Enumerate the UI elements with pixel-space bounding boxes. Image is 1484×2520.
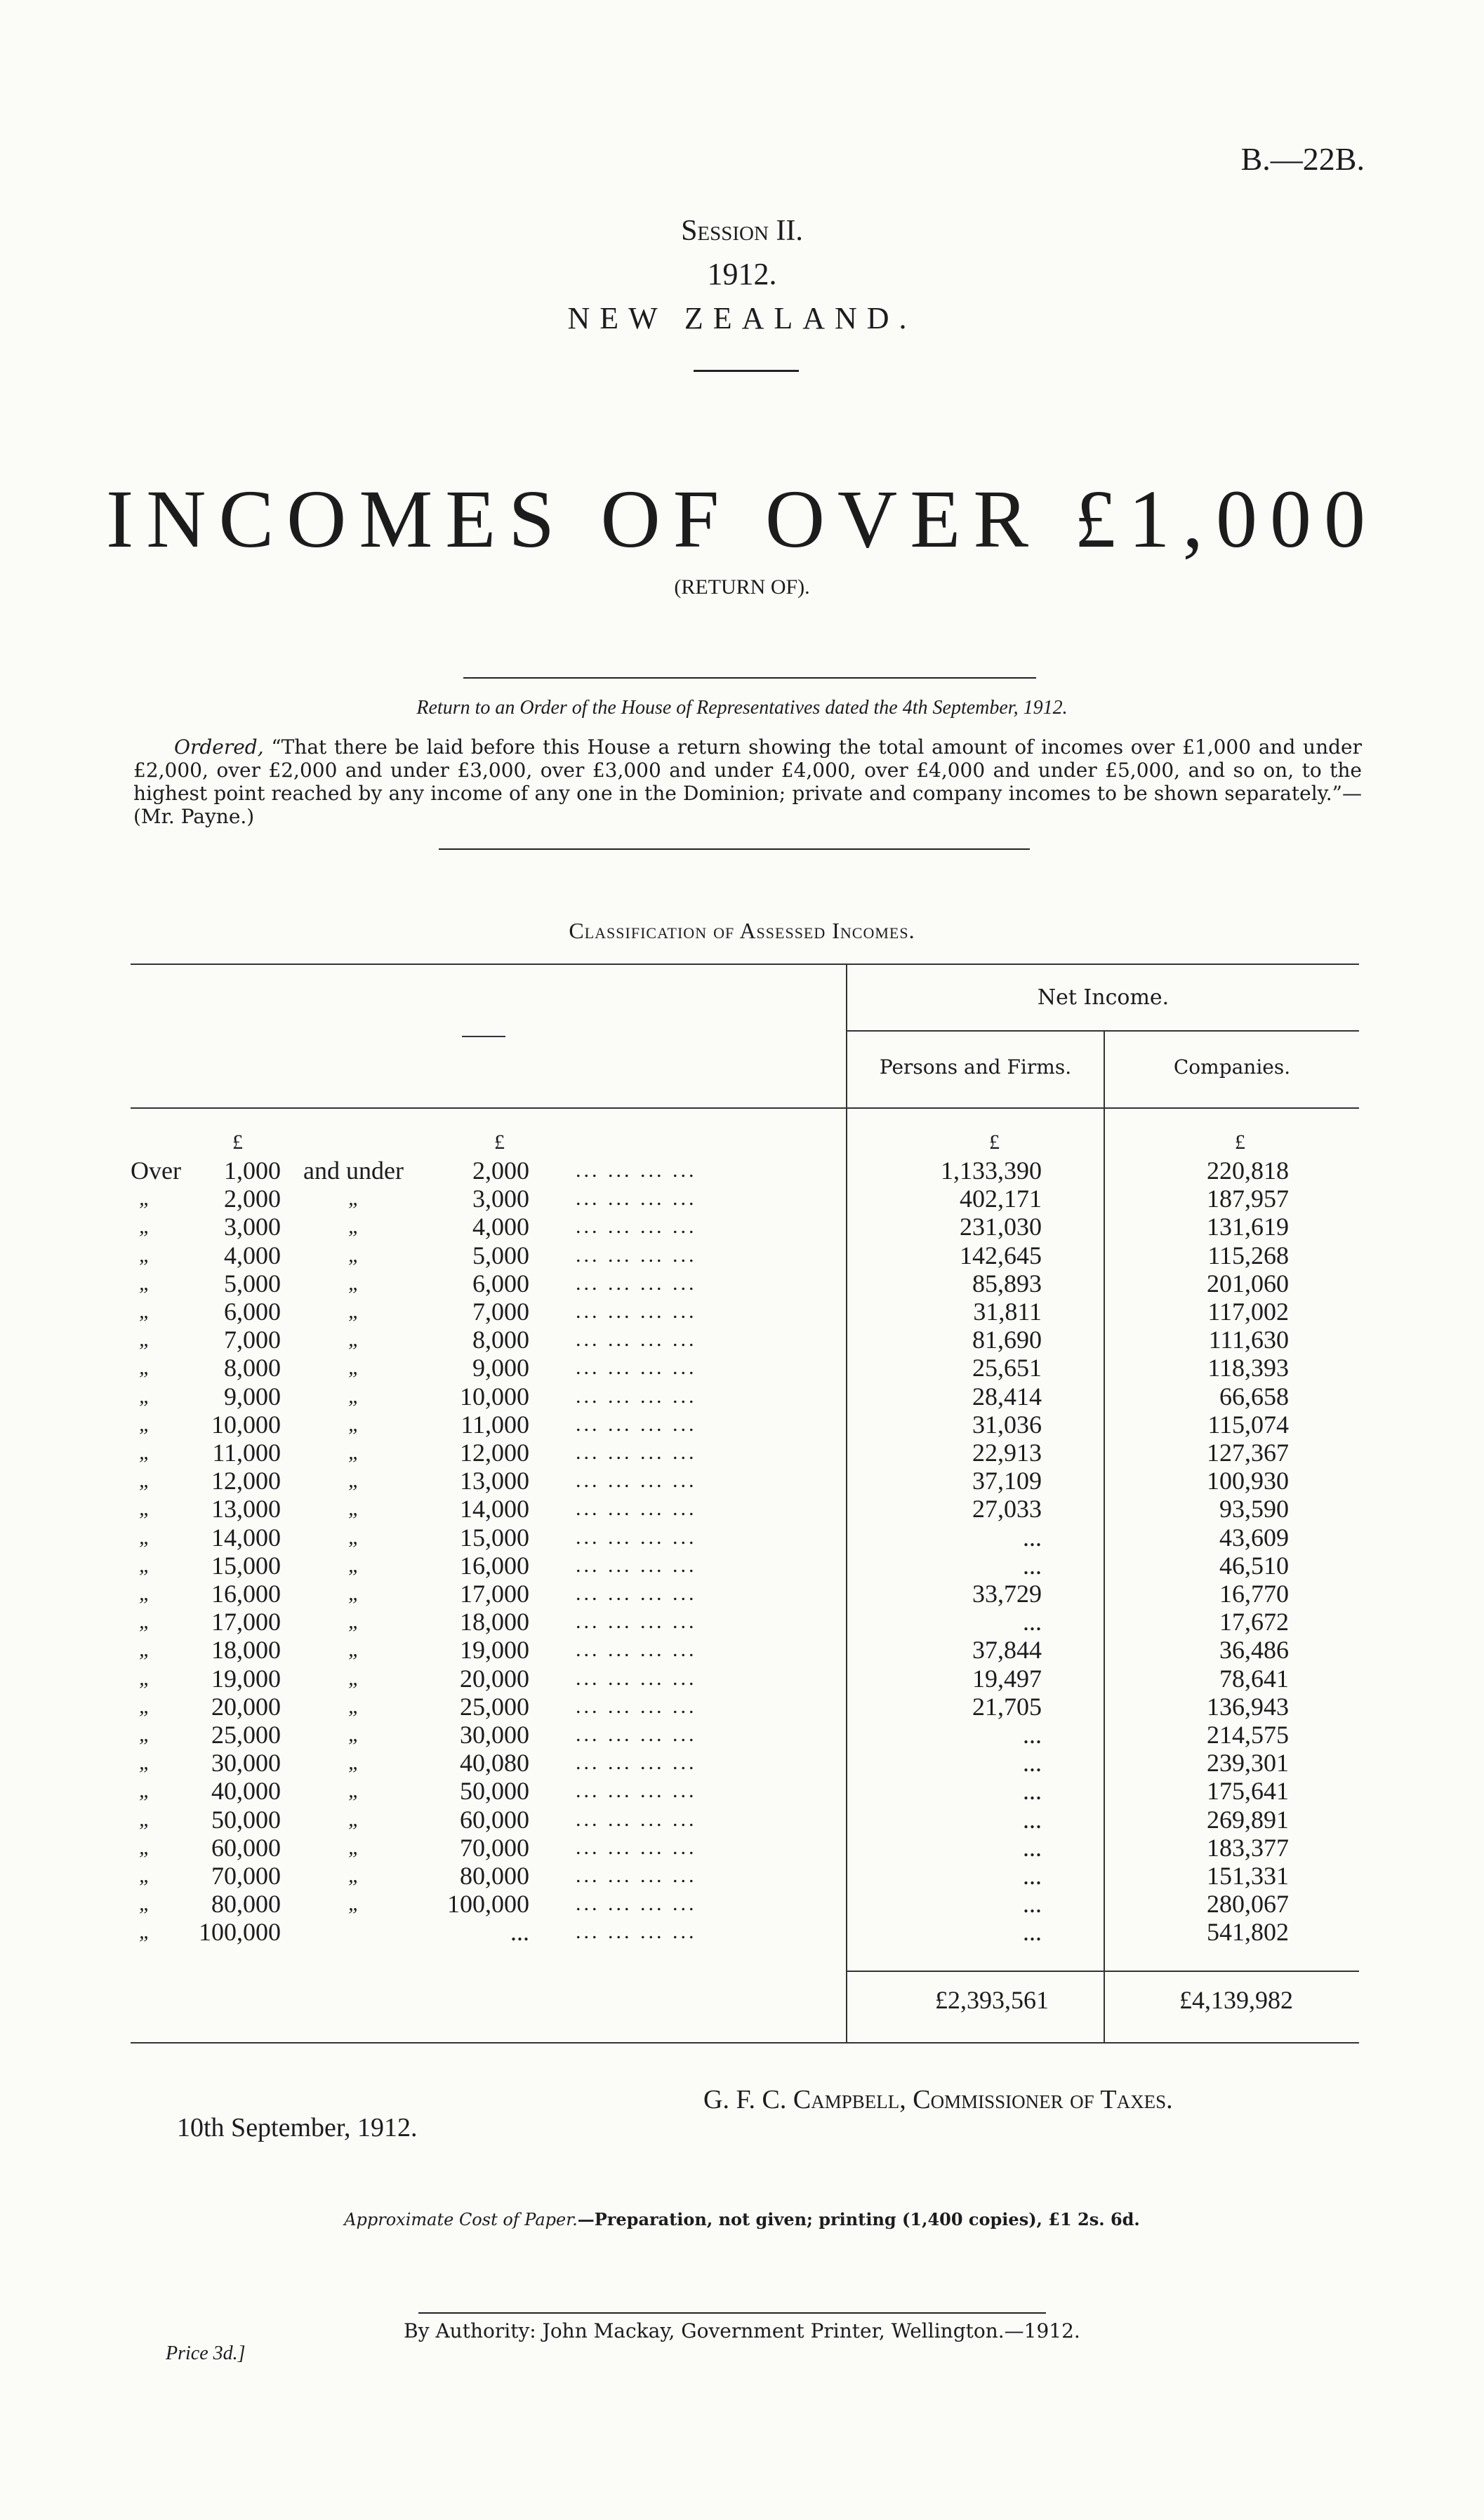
- table-row: [0, 1580, 1484, 1608]
- ditto-mark: „: [348, 1666, 360, 1690]
- range-from: 13,000: [211, 1495, 281, 1524]
- table-row: [0, 1439, 1484, 1467]
- leader-dots: ... ... ... ...: [576, 1920, 697, 1944]
- ditto-mark: „: [139, 1610, 151, 1634]
- unit-symbol: £: [232, 1131, 243, 1154]
- range-from: 60,000: [211, 1833, 281, 1862]
- ditto-mark: „: [139, 1356, 151, 1380]
- divider: [439, 848, 1030, 850]
- ditto-mark: „: [139, 1328, 151, 1352]
- range-to: 30,000: [460, 1721, 529, 1749]
- table-row: [0, 1890, 1484, 1918]
- table-title: Classification of Assessed Incomes.: [569, 918, 915, 943]
- page-subtitle: (RETURN OF).: [674, 575, 810, 599]
- leader-dots: ... ... ... ...: [576, 1328, 697, 1352]
- leader-dots: ... ... ... ...: [576, 1723, 697, 1746]
- ditto-mark: „: [139, 1215, 151, 1239]
- totals-row: [0, 1986, 1484, 2014]
- leader-dots: ... ... ... ...: [576, 1215, 697, 1239]
- leader-dots: ... ... ... ...: [576, 1356, 697, 1380]
- table-row: [0, 1749, 1484, 1777]
- persons-firms-value: 31,036: [972, 1410, 1042, 1439]
- table-row: [0, 1721, 1484, 1749]
- persons-firms-value: ...: [1023, 1551, 1042, 1580]
- range-from: 15,000: [211, 1551, 281, 1580]
- date: 10th September, 1912.: [177, 2113, 418, 2142]
- persons-firms-value: 19,497: [972, 1664, 1042, 1693]
- companies-header: Companies.: [1173, 1055, 1291, 1079]
- ditto-mark: „: [139, 1497, 151, 1521]
- range-to: 50,000: [460, 1777, 529, 1806]
- persons-firms-value: 231,030: [960, 1213, 1042, 1241]
- range-from: 9,000: [224, 1382, 281, 1411]
- table-row: [0, 1834, 1484, 1862]
- ditto-mark: „: [139, 1271, 151, 1295]
- range-to: 6,000: [472, 1269, 529, 1298]
- ditto-mark: „: [348, 1582, 360, 1605]
- ditto-mark: „: [348, 1553, 360, 1577]
- signature-text: G. F. C. Campbell, Commissioner of Taxes.: [703, 2085, 1173, 2114]
- leader-dots: ... ... ... ...: [576, 1243, 697, 1267]
- ditto-mark: „: [139, 1525, 151, 1549]
- ditto-mark: „: [139, 1666, 151, 1690]
- persons-firms-value: 81,690: [972, 1326, 1042, 1354]
- companies-value: 175,641: [1207, 1777, 1289, 1806]
- range-to: 80,000: [460, 1862, 529, 1890]
- ditto-mark: „: [139, 1243, 151, 1267]
- country-label: NEW ZEALAND.: [567, 301, 917, 335]
- table-row: [0, 1495, 1484, 1523]
- ditto-mark: „: [348, 1215, 360, 1239]
- stub-header-dash: [462, 1036, 505, 1037]
- table-row: [0, 1918, 1484, 1946]
- range-to: 14,000: [460, 1495, 529, 1524]
- ditto-mark: „: [139, 1384, 151, 1408]
- range-to: 20,000: [460, 1664, 529, 1693]
- leader-dots: ... ... ... ...: [576, 1835, 697, 1859]
- signature: [703, 2084, 1173, 2115]
- persons-firms-value: 37,109: [972, 1467, 1042, 1495]
- range-from: 20,000: [211, 1692, 281, 1721]
- leader-dots: ... ... ... ...: [576, 1610, 697, 1634]
- ditto-mark: „: [348, 1864, 360, 1887]
- range-from: 19,000: [211, 1664, 281, 1693]
- table-row: [0, 1298, 1484, 1326]
- range-from: 17,000: [211, 1608, 281, 1636]
- ditto-mark: „: [139, 1412, 151, 1436]
- range-from: 25,000: [211, 1721, 281, 1749]
- companies-value: 93,590: [1219, 1495, 1289, 1524]
- persons-firms-header: Persons and Firms.: [879, 1055, 1072, 1079]
- persons-firms-value: 37,844: [972, 1636, 1042, 1665]
- range-to: 12,000: [460, 1439, 529, 1467]
- range-to: 16,000: [460, 1551, 529, 1580]
- leader-dots: ... ... ... ...: [576, 1582, 697, 1605]
- companies-value: 111,630: [1208, 1326, 1289, 1354]
- range-to: 25,000: [460, 1692, 529, 1721]
- persons-firms-value: ...: [1023, 1721, 1042, 1749]
- table-row: [0, 1411, 1484, 1439]
- range-from: 50,000: [211, 1805, 281, 1834]
- unit-row: [0, 1128, 1484, 1156]
- ditto-mark: „: [348, 1328, 360, 1352]
- companies-value: 131,619: [1207, 1213, 1289, 1241]
- ditto-mark: „: [348, 1271, 360, 1295]
- ditto-mark: „: [348, 1469, 360, 1493]
- persons-firms-value: 27,033: [972, 1495, 1042, 1524]
- divider: [463, 677, 1036, 679]
- ditto-mark: „: [348, 1723, 360, 1746]
- year-label: 1912.: [707, 257, 777, 291]
- ditto-mark: „: [348, 1807, 360, 1831]
- ditto-mark: „: [348, 1751, 360, 1775]
- range-to: 40,080: [460, 1749, 529, 1778]
- ditto-mark: „: [348, 1300, 360, 1323]
- leader-dots: ... ... ... ...: [576, 1666, 697, 1690]
- leader-dots: ... ... ... ...: [576, 1469, 697, 1493]
- companies-value: 541,802: [1207, 1918, 1289, 1947]
- companies-value: 100,930: [1207, 1467, 1289, 1495]
- ditto-mark: „: [348, 1497, 360, 1521]
- companies-value: 187,957: [1207, 1185, 1289, 1213]
- persons-firms-value: 85,893: [972, 1269, 1042, 1298]
- persons-firms-value: 1,133,390: [941, 1156, 1042, 1185]
- ditto-mark: „: [139, 1723, 151, 1746]
- range-from: 7,000: [224, 1326, 281, 1354]
- range-to: 5,000: [472, 1241, 529, 1269]
- range-from: 16,000: [211, 1580, 281, 1608]
- ditto-mark: „: [139, 1694, 151, 1718]
- ditto-mark: „: [139, 1751, 151, 1775]
- ditto-mark: „: [139, 1779, 151, 1803]
- leader-dots: ... ... ... ...: [576, 1807, 697, 1831]
- and-under-label: and under: [303, 1156, 404, 1185]
- leader-dots: ... ... ... ...: [576, 1384, 697, 1408]
- leader-dots: ... ... ... ...: [576, 1694, 697, 1718]
- persons-firms-value: 22,913: [972, 1439, 1042, 1467]
- leader-dots: ... ... ... ...: [576, 1638, 697, 1662]
- range-to: 8,000: [472, 1326, 529, 1354]
- range-from: 6,000: [224, 1298, 281, 1326]
- range-to: 15,000: [460, 1523, 529, 1552]
- ditto-mark: „: [348, 1187, 360, 1211]
- companies-value: 136,943: [1207, 1692, 1289, 1721]
- cost-note: [0, 2209, 1484, 2229]
- persons-firms-value: 28,414: [972, 1382, 1042, 1411]
- range-from: 12,000: [211, 1467, 281, 1495]
- persons-firms-value: 33,729: [972, 1580, 1042, 1608]
- leader-dots: ... ... ... ...: [576, 1300, 697, 1323]
- leader-dots: ... ... ... ...: [576, 1892, 697, 1916]
- range-to: 10,000: [460, 1382, 529, 1411]
- table-row: [0, 1552, 1484, 1580]
- companies-value: 17,672: [1219, 1608, 1289, 1636]
- companies-value: 66,658: [1219, 1382, 1289, 1411]
- companies-value: 78,641: [1219, 1664, 1289, 1693]
- table-row: [0, 1156, 1484, 1185]
- persons-firms-value: 21,705: [972, 1692, 1042, 1721]
- price: Price 3d.]: [166, 2342, 246, 2364]
- leader-dots: ... ... ... ...: [576, 1864, 697, 1887]
- ditto-mark: „: [139, 1864, 151, 1887]
- ditto-mark: „: [348, 1525, 360, 1549]
- ditto-mark: „: [139, 1892, 151, 1916]
- range-to: 13,000: [460, 1467, 529, 1495]
- paper-reference: B.—22B.: [1240, 141, 1365, 177]
- range-from: 3,000: [224, 1213, 281, 1241]
- table-rule-header: [131, 1107, 1359, 1109]
- leader-dots: ... ... ... ...: [576, 1751, 697, 1775]
- over-label: Over: [131, 1156, 181, 1185]
- range-from: 40,000: [211, 1777, 281, 1806]
- range-from: 80,000: [211, 1890, 281, 1919]
- range-from: 1,000: [224, 1156, 281, 1185]
- ordered-label: Ordered,: [174, 735, 264, 759]
- table-row: [0, 1241, 1484, 1269]
- range-to: 4,000: [472, 1213, 529, 1241]
- ditto-mark: „: [139, 1441, 151, 1464]
- companies-value: 183,377: [1207, 1833, 1289, 1862]
- range-from: 30,000: [211, 1749, 281, 1778]
- companies-value: 36,486: [1219, 1636, 1289, 1665]
- ditto-mark: „: [348, 1835, 360, 1859]
- companies-value: 239,301: [1207, 1749, 1289, 1778]
- range-from: 4,000: [224, 1241, 281, 1269]
- ditto-mark: „: [139, 1187, 151, 1211]
- unit-symbol: £: [989, 1131, 1000, 1154]
- companies-value: 115,268: [1207, 1241, 1289, 1269]
- companies-value: 118,393: [1207, 1354, 1289, 1382]
- range-from: 18,000: [211, 1636, 281, 1665]
- persons-firms-value: ...: [1023, 1749, 1042, 1778]
- divider: [694, 370, 799, 372]
- companies-value: 280,067: [1207, 1890, 1289, 1919]
- persons-firms-value: ...: [1023, 1890, 1042, 1919]
- ditto-mark: „: [348, 1384, 360, 1408]
- companies-value: 16,770: [1219, 1580, 1289, 1608]
- leader-dots: ... ... ... ...: [576, 1553, 697, 1577]
- range-from: 8,000: [224, 1354, 281, 1382]
- persons-firms-value: ...: [1023, 1777, 1042, 1806]
- ditto-mark: „: [139, 1807, 151, 1831]
- range-to: 2,000: [472, 1156, 529, 1185]
- leader-dots: ... ... ... ...: [576, 1412, 697, 1436]
- table-row: [0, 1185, 1484, 1213]
- ditto-mark: „: [139, 1582, 151, 1605]
- range-from: 5,000: [224, 1269, 281, 1298]
- return-note: Return to an Order of the House of Representatives dated the 4th September, 1912.: [416, 697, 1068, 719]
- companies-value: 201,060: [1207, 1269, 1289, 1298]
- ditto-mark: „: [348, 1892, 360, 1916]
- range-from: 14,000: [211, 1523, 281, 1552]
- order-text: [133, 735, 1362, 828]
- range-to: 3,000: [472, 1185, 529, 1213]
- companies-value: 43,609: [1219, 1523, 1289, 1552]
- range-from: 70,000: [211, 1862, 281, 1890]
- range-from: 100,000: [199, 1918, 281, 1947]
- ditto-mark: „: [139, 1300, 151, 1323]
- persons-firms-value: ...: [1023, 1805, 1042, 1834]
- unit-symbol: £: [494, 1131, 505, 1154]
- persons-firms-value: ...: [1023, 1608, 1042, 1636]
- leader-dots: ... ... ... ...: [576, 1159, 697, 1182]
- ditto-mark: „: [139, 1638, 151, 1662]
- ditto-mark: „: [139, 1920, 151, 1944]
- range-to: 70,000: [460, 1833, 529, 1862]
- table-row: [0, 1777, 1484, 1805]
- divider: [418, 2312, 1046, 2314]
- session-label: Session II.: [681, 215, 803, 247]
- table-row: [0, 1693, 1484, 1721]
- table-row: [0, 1862, 1484, 1890]
- leader-dots: ... ... ... ...: [576, 1525, 697, 1549]
- ditto-mark: „: [139, 1469, 151, 1493]
- companies-value: 214,575: [1207, 1721, 1289, 1749]
- cost-label: Approximate Cost of Paper.: [344, 2210, 578, 2229]
- ditto-mark: „: [348, 1694, 360, 1718]
- table-row: [0, 1326, 1484, 1354]
- table-rule-bottom: [131, 2042, 1359, 2044]
- ditto-mark: „: [139, 1835, 151, 1859]
- range-to: 7,000: [472, 1298, 529, 1326]
- persons-firms-value: 142,645: [960, 1241, 1042, 1269]
- persons-firms-value: ...: [1023, 1918, 1042, 1947]
- unit-symbol: £: [1235, 1131, 1245, 1154]
- table-row: [0, 1608, 1484, 1636]
- leader-dots: ... ... ... ...: [576, 1441, 697, 1464]
- table-row: [0, 1806, 1484, 1834]
- range-from: 11,000: [212, 1439, 281, 1467]
- leader-dots: ... ... ... ...: [576, 1497, 697, 1521]
- range-to: ...: [510, 1918, 529, 1947]
- table-row: [0, 1213, 1484, 1241]
- persons-firms-value: ...: [1023, 1833, 1042, 1862]
- range-to: 19,000: [460, 1636, 529, 1665]
- printer-authority: By Authority: John Mackay, Government Printer, Wellington.—1912.: [404, 2319, 1080, 2342]
- ditto-mark: „: [348, 1441, 360, 1464]
- cost-text: —Preparation, not given; printing (1,400 copies), £1 2s. 6d.: [577, 2209, 1140, 2229]
- range-to: 11,000: [461, 1410, 529, 1439]
- table-row: [0, 1636, 1484, 1664]
- range-from: 2,000: [224, 1185, 281, 1213]
- range-to: 17,000: [460, 1580, 529, 1608]
- table-row: [0, 1269, 1484, 1298]
- table-row: [0, 1524, 1484, 1552]
- ditto-mark: „: [139, 1553, 151, 1577]
- ditto-mark: „: [348, 1412, 360, 1436]
- companies-value: 46,510: [1219, 1551, 1289, 1580]
- net-income-header: Net Income.: [1037, 985, 1170, 1010]
- companies-value: 115,074: [1207, 1410, 1289, 1439]
- range-to: 18,000: [460, 1608, 529, 1636]
- persons-firms-value: 402,171: [960, 1185, 1042, 1213]
- table-rule-top: [131, 964, 1359, 965]
- ditto-mark: „: [348, 1779, 360, 1803]
- total-persons: £2,393,561: [935, 1986, 1049, 2014]
- range-to: 100,000: [447, 1890, 529, 1919]
- range-to: 60,000: [460, 1805, 529, 1834]
- table-row: [0, 1665, 1484, 1693]
- companies-value: 117,002: [1207, 1298, 1289, 1326]
- leader-dots: ... ... ... ...: [576, 1187, 697, 1211]
- ditto-mark: „: [348, 1356, 360, 1380]
- leader-dots: ... ... ... ...: [576, 1271, 697, 1295]
- range-from: 10,000: [211, 1410, 281, 1439]
- companies-value: 220,818: [1207, 1156, 1289, 1185]
- persons-firms-value: ...: [1023, 1862, 1042, 1890]
- persons-firms-value: 31,811: [973, 1298, 1042, 1326]
- companies-value: 269,891: [1207, 1805, 1289, 1834]
- companies-value: 127,367: [1207, 1439, 1289, 1467]
- ditto-mark: „: [348, 1638, 360, 1662]
- table-row: [0, 1382, 1484, 1411]
- page-title: INCOMES OF OVER £1,000: [105, 473, 1379, 565]
- range-to: 9,000: [472, 1354, 529, 1382]
- ditto-mark: „: [348, 1243, 360, 1267]
- ditto-mark: „: [348, 1610, 360, 1634]
- table-row: [0, 1354, 1484, 1382]
- persons-firms-value: ...: [1023, 1523, 1042, 1552]
- companies-value: 151,331: [1207, 1862, 1289, 1890]
- total-companies: £4,139,982: [1179, 1986, 1293, 2014]
- leader-dots: ... ... ... ...: [576, 1779, 697, 1803]
- table-row: [0, 1467, 1484, 1495]
- persons-firms-value: 25,651: [972, 1354, 1042, 1382]
- ordered-body: “That there be laid before this House a return showing the total amount of incomes over £1,000 and under £2,000, over £2,000 and under £3,000, over £3,000 and under £4,000, over £4,000 and under £5,000, and so on, to the highest point reached by any income of any one in the Dominion; private and company incomes to be shown separately.”—(Mr. Payne.): [133, 735, 1363, 828]
